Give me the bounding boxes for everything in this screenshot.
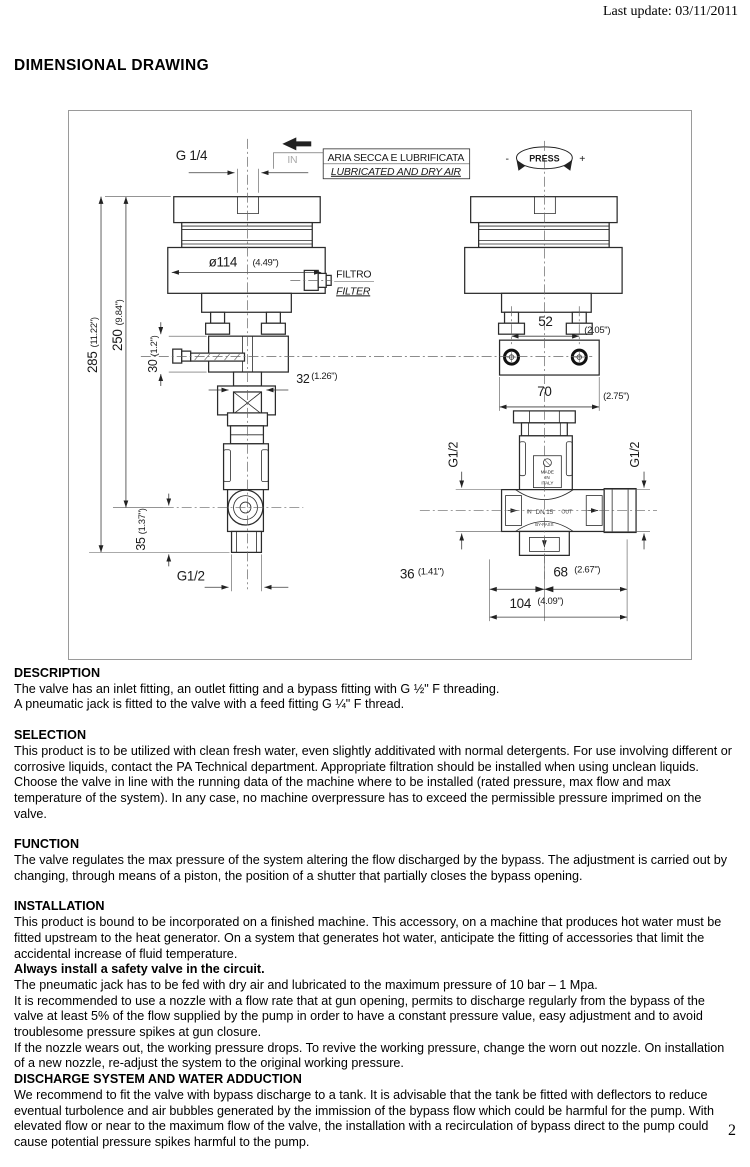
last-update: Last update: 03/11/2011 (602, 4, 738, 19)
in-arrow-icon (282, 137, 311, 150)
label-36: 36 (399, 566, 415, 582)
label-bypass: BY-PASS (535, 521, 554, 527)
section-discharge (14, 1072, 737, 1151)
paragraph-bold: Always install a safety valve in the circuit. (14, 962, 265, 977)
page-title: DIMENSIONAL DRAWING (14, 57, 210, 74)
section-heading: FUNCTION (14, 837, 80, 852)
label-250: 250(9.84") (109, 299, 125, 351)
label-plus: + (579, 153, 586, 165)
label-104: 104 (509, 596, 532, 612)
label-68: 68 (553, 564, 568, 580)
label-minus: - (505, 153, 509, 165)
label-port-in: IN (526, 509, 532, 516)
page-number: 2 (728, 1122, 736, 1139)
label-dia114-in: (4.49") (252, 257, 279, 269)
label-52-in: (2.05") (584, 325, 611, 337)
label-g12-left: G1/2 (446, 441, 461, 468)
label-32-in: (1.26") (311, 371, 338, 383)
section-heading: DISCHARGE SYSTEM AND WATER ADDUCTION (14, 1072, 302, 1087)
label-dn15: DN 15 (535, 509, 554, 517)
label-g14: G 1/4 (175, 147, 208, 163)
label-285: 285(11.22") (85, 317, 101, 374)
label-in-top: IN (287, 154, 298, 166)
label-104-in: (4.09") (537, 596, 564, 608)
label-g12-right: G1/2 (628, 441, 643, 468)
section-description (14, 666, 737, 713)
paragraph: If the nozzle wears out, the working pressure drops. To revive the working pressure, change the worn out nozzle. On installation of a new nozzle, re-adjust the system to the original working pressure. (14, 1040, 725, 1071)
paragraph: The valve regulates the max pressure of the system altering the flow discharged by the bypass. The adjustment is carried out by changing, through means of a piston, the position of a shutter that partially closes the bypass opening. (14, 853, 728, 883)
label-35: 35(1.37") (133, 508, 148, 551)
label-70-in: (2.75") (603, 390, 630, 402)
section-function (14, 837, 737, 884)
label-g12-bottom: G1/2 (176, 568, 205, 584)
paragraph: We recommend to fit the valve with bypass discharge to a tank. It is advisable that the tank be fitted with deflectors to reduce eventual turbolence and air bubbles generated by the immission of the bypass flow which could be harmful for the pump. With elevated flow or near to the maximum flow of the valve, the installation with a recirculation of bypass direct to the pump could cause potential pressure spikes harmful to the pump. (14, 1087, 715, 1149)
section-heading: SELECTION (14, 728, 87, 743)
paragraph: It is recommended to use a nozzle with a flow rate that at gun opening, permits to discharge regularly from the bypass of the valve at least 5% of the flow supplied by the pump in order to have a constant pressure value, easy adjustment and to avoid troublesome pressure spikes at gun closure. (14, 993, 705, 1040)
label-32: 32 (296, 372, 310, 387)
label-filter: FILTER (336, 286, 371, 298)
dimensional-drawing (68, 110, 692, 660)
paragraph: This product is bound to be incorporated on a finished machine. This accessory, on a machine that produces hot water must be fitted upstream to the heat generator. On a system that generates hot water, anticipate the fitting of accessories that limit the accidental increase of fluid temperature. (14, 915, 722, 961)
paragraph: A pneumatic jack is fitted to the valve with a feed fitting G ¼" F thread. (14, 697, 405, 712)
label-made1: MADE (540, 469, 555, 475)
label-air-it: ARIA SECCA E LUBRIFICATA (327, 152, 465, 164)
section-heading: DESCRIPTION (14, 666, 101, 680)
label-made2: IN (545, 475, 550, 481)
label-70: 70 (537, 383, 552, 399)
drawing-canvas (69, 111, 689, 657)
section-installation (14, 899, 737, 1072)
paragraph: The valve has an inlet fitting, an outlet fitting and a bypass fitting with G ½" F threading. (14, 681, 500, 696)
section-heading: INSTALLATION (14, 899, 105, 914)
paragraph: The pneumatic jack has to be fed with dry air and lubricated to the maximum pressure of 10 bar – 1 Mpa. (14, 977, 598, 992)
label-port-out: OUT (561, 509, 573, 516)
paragraph: This product is to be utilized with clean fresh water, even slightly additivated with normal detergents. For use involving different or corrosive liquids, contact the PA Technical department. Appropriate filtration should be installed when using unclean liquids. Choose the valve in line with the running data of the machine where to be installed (rated pressure, max flow and max temperature of the system). In any case, no machine overpressure has to exceed the permissible pressure imprimed on the valve. (14, 743, 732, 821)
right-view (465, 197, 636, 556)
label-made3: ITALY (541, 480, 554, 486)
label-36-in: (1.41") (417, 566, 444, 578)
label-dia114: ø114 (208, 254, 238, 270)
label-52: 52 (538, 314, 553, 330)
label-filtro: FILTRO (336, 269, 372, 281)
text-block (14, 666, 737, 1166)
label-30: 30(1.2") (145, 335, 160, 373)
label-air-en: LUBRICATED AND DRY AIR (330, 166, 461, 178)
label-68-in: (2.67") (574, 564, 601, 576)
section-selection (14, 728, 737, 822)
label-press: PRESS (529, 153, 560, 164)
